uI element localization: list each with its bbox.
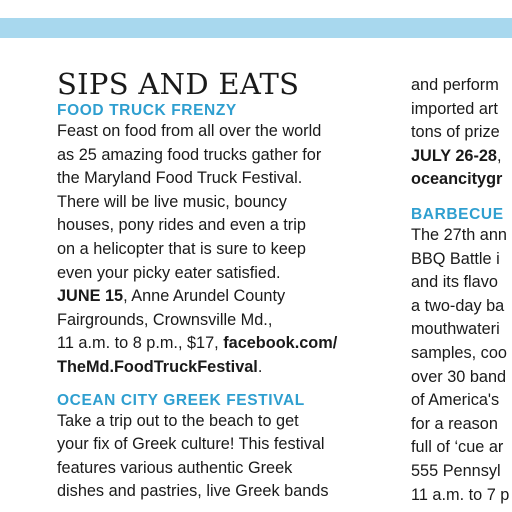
body-line: features various authentic Greek [57, 458, 293, 477]
barbecue-body [411, 224, 512, 507]
body-line: samples, coo [411, 343, 507, 362]
body-line: mouthwateri [411, 320, 500, 339]
body-line: on a helicopter that is sure to keep [57, 239, 306, 258]
body-line: Take a trip out to the beach to get [57, 411, 299, 430]
body-line: 555 Pennsyl [411, 461, 501, 480]
date-comma: , [497, 146, 502, 165]
body-line: There will be live music, bouncy [57, 192, 287, 211]
body-line: BBQ Battle i [411, 249, 500, 268]
body-line: and its flavo [411, 273, 498, 292]
greek-festival-subhead: OCEAN CITY GREEK FESTIVAL [57, 391, 305, 409]
body-line: full of ‘cue ar [411, 438, 504, 457]
event-details-line [57, 356, 407, 380]
event-link[interactable]: facebook.com/ [223, 334, 338, 353]
event-details-line [57, 285, 407, 309]
body-line: of America's [411, 391, 500, 410]
body-line: a two-day ba [411, 296, 505, 315]
body-line: the Maryland Food Truck Festival. [57, 169, 303, 188]
right-column [411, 74, 512, 507]
body-line: houses, pony rides and even a trip [57, 216, 306, 235]
body-line: 11 a.m. to 7 p [411, 485, 510, 504]
left-column [57, 66, 407, 504]
body-line: imported art [411, 99, 498, 118]
event-date: JUNE 15 [57, 287, 124, 306]
body-line: tons of prize [411, 123, 500, 142]
barbecue-subhead: BARBECUE [411, 205, 504, 223]
body-line: dishes and pastries, live Greek bands [57, 482, 329, 501]
body-line: Feast on food from all over the world [57, 122, 322, 140]
body-line: even your picky eater satisfied. [57, 263, 281, 282]
body-line: as 25 amazing food trucks gather for [57, 145, 322, 164]
event-time-price: 11 a.m. to 8 p.m., $17, [57, 334, 224, 353]
link-period: . [257, 357, 263, 376]
food-truck-body [57, 120, 407, 380]
body-line: over 30 band [411, 367, 507, 386]
event-link[interactable]: TheMd.FoodTruckFestival [57, 357, 258, 376]
event-location: , Anne Arundel County [123, 287, 286, 306]
greek-festival-body [57, 410, 407, 504]
event-details-line [411, 168, 512, 192]
body-line: Fairgrounds, Crownsville Md., [57, 310, 273, 329]
event-date: JULY 26-28 [411, 146, 497, 165]
body-line: and perform [411, 76, 499, 94]
food-truck-subhead: FOOD TRUCK FRENZY [57, 102, 237, 119]
body-line: The 27th ann [411, 225, 507, 244]
event-details-line [411, 145, 512, 169]
body-line: your fix of Greek culture! This festival [57, 435, 325, 454]
header-color-band [0, 18, 512, 38]
body-line: for a reason [411, 414, 498, 433]
event-link[interactable]: oceancitygr [411, 170, 503, 189]
section-title: SIPS AND EATS [57, 67, 300, 101]
event-details-line [57, 332, 407, 356]
